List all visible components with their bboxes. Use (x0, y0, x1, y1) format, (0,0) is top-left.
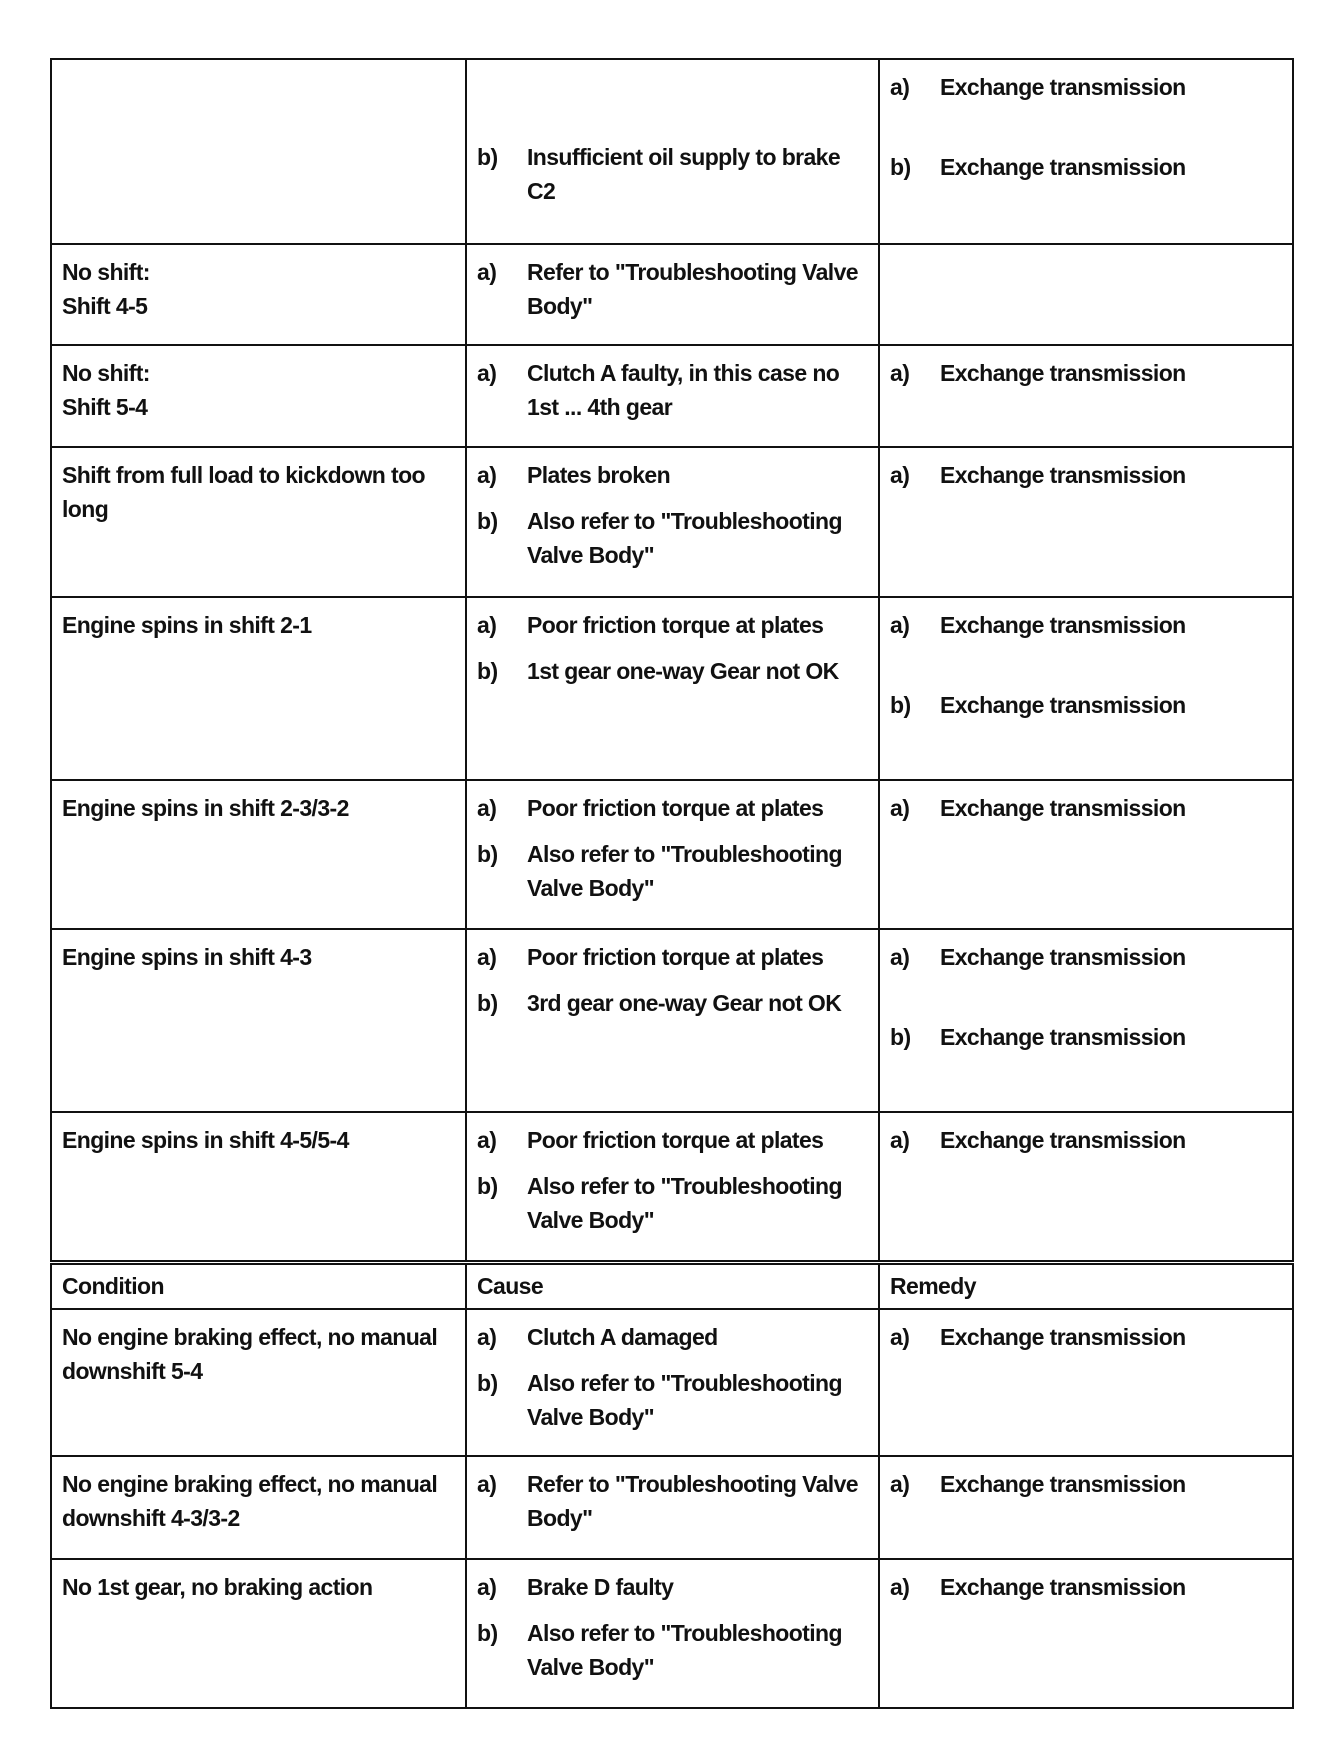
item-text: Exchange transmission (940, 1024, 1186, 1050)
cause-item (477, 458, 870, 492)
remedy-item (890, 1123, 1284, 1157)
cause-item (477, 1616, 870, 1684)
item-label: a) (890, 462, 910, 488)
remedy-cell (879, 1456, 1293, 1559)
item-text: Clutch A damaged (527, 1324, 718, 1350)
table-row (51, 345, 1293, 447)
item-label: b) (890, 692, 911, 718)
header-cause: Cause (466, 1264, 879, 1309)
item-text: Exchange transmission (940, 944, 1186, 970)
item-label: a) (477, 259, 497, 285)
cause-item (477, 1123, 870, 1157)
table-row (51, 59, 1293, 244)
condition-cell (51, 597, 466, 780)
cause-item (477, 504, 870, 572)
header-condition: Condition (51, 1264, 466, 1309)
condition-cell (51, 929, 466, 1112)
item-text: Poor friction torque at plates (527, 944, 824, 970)
item-label: a) (477, 944, 497, 970)
table-row (51, 1456, 1293, 1559)
item-label: b) (477, 144, 498, 170)
item-label: a) (890, 1471, 910, 1497)
item-text: Exchange transmission (940, 360, 1186, 386)
condition-line: Engine spins in shift 2-1 (62, 612, 312, 638)
condition-cell (51, 1559, 466, 1708)
cause-cell (466, 929, 879, 1112)
item-label: a) (890, 795, 910, 821)
remedy-cell (879, 597, 1293, 780)
item-text: Exchange transmission (940, 462, 1186, 488)
item-label: a) (477, 1574, 497, 1600)
item-text: 1st gear one-way Gear not OK (527, 658, 839, 684)
condition-line: Engine spins in shift 4-5/5-4 (62, 1127, 349, 1153)
item-text: Clutch A faulty, in this case no 1st ... 4th gear (527, 360, 840, 420)
cause-cell (466, 1112, 879, 1261)
item-label: b) (890, 1024, 911, 1050)
cause-item (477, 140, 870, 208)
item-label: b) (477, 508, 498, 534)
cause-item (477, 1467, 870, 1535)
item-text: Poor friction torque at plates (527, 612, 824, 638)
item-label: a) (477, 612, 497, 638)
remedy-cell (879, 447, 1293, 597)
cause-cell (466, 1559, 879, 1708)
cause-item (477, 837, 870, 905)
remedy-cell (879, 1309, 1293, 1456)
item-text: Also refer to "Troubleshooting Valve Body" (527, 1173, 842, 1233)
item-label: a) (477, 1471, 497, 1497)
item-label: a) (477, 1324, 497, 1350)
condition-line: No engine braking effect, no manual downshift 5-4 (62, 1324, 438, 1384)
cause-item (477, 940, 870, 974)
item-label: a) (890, 1324, 910, 1350)
table-row (51, 780, 1293, 929)
table-row (51, 1309, 1293, 1456)
condition-cell (51, 780, 466, 929)
item-text: Exchange transmission (940, 74, 1186, 100)
item-text: Also refer to "Troubleshooting Valve Body" (527, 1620, 842, 1680)
remedy-item (890, 1570, 1284, 1604)
cause-item (477, 356, 870, 424)
cause-item (477, 654, 870, 688)
condition-line: Shift 5-4 (62, 394, 148, 420)
condition-line: Engine spins in shift 2-3/3-2 (62, 795, 349, 821)
condition-cell (51, 244, 466, 345)
cause-item (477, 1366, 870, 1434)
remedy-cell (879, 929, 1293, 1112)
item-label: b) (477, 1173, 498, 1199)
item-label: a) (890, 944, 910, 970)
condition-cell (51, 1112, 466, 1261)
table-row (51, 244, 1293, 345)
cause-item (477, 255, 870, 323)
cause-item (477, 791, 870, 825)
item-label: a) (890, 74, 910, 100)
item-text: Poor friction torque at plates (527, 1127, 824, 1153)
cause-item (477, 1570, 870, 1604)
item-label: a) (477, 795, 497, 821)
remedy-item (890, 150, 1284, 184)
table-row (51, 929, 1293, 1112)
remedy-cell (879, 345, 1293, 447)
item-label: b) (477, 990, 498, 1016)
remedy-item (890, 356, 1284, 390)
condition-cell (51, 59, 466, 244)
cause-cell (466, 59, 879, 244)
item-label: a) (890, 612, 910, 638)
item-text: Exchange transmission (940, 1574, 1186, 1600)
item-text: Exchange transmission (940, 154, 1186, 180)
item-text: Exchange transmission (940, 692, 1186, 718)
table-row (51, 1559, 1293, 1708)
item-label: a) (890, 1127, 910, 1153)
item-text: Exchange transmission (940, 1324, 1186, 1350)
remedy-cell (879, 59, 1293, 244)
cause-item (477, 608, 870, 642)
item-text: Exchange transmission (940, 1471, 1186, 1497)
remedy-item (890, 458, 1284, 492)
item-text: Brake D faulty (527, 1574, 674, 1600)
item-text: Also refer to "Troubleshooting Valve Body" (527, 508, 842, 568)
condition-line: No engine braking effect, no manual downshift 4-3/3-2 (62, 1471, 438, 1531)
condition-line: No shift: (62, 259, 150, 285)
table-header-row (51, 1264, 1293, 1309)
item-text: Refer to "Troubleshooting Valve Body" (527, 259, 858, 319)
table-row (51, 597, 1293, 780)
cause-cell (466, 447, 879, 597)
item-label: b) (477, 658, 498, 684)
remedy-item (890, 1320, 1284, 1354)
item-text: Exchange transmission (940, 795, 1186, 821)
cause-cell (466, 597, 879, 780)
cause-cell (466, 244, 879, 345)
cause-item (477, 1320, 870, 1354)
item-label: b) (890, 154, 911, 180)
item-label: a) (477, 462, 497, 488)
item-text: Refer to "Troubleshooting Valve Body" (527, 1471, 858, 1531)
cause-item (477, 1169, 870, 1237)
cause-item (477, 986, 870, 1020)
remedy-item (890, 608, 1284, 642)
cause-cell (466, 780, 879, 929)
table-row (51, 1112, 1293, 1261)
item-label: a) (890, 360, 910, 386)
remedy-item (890, 1020, 1284, 1054)
remedy-cell (879, 780, 1293, 929)
item-label: a) (477, 1127, 497, 1153)
item-text: Also refer to "Troubleshooting Valve Body" (527, 841, 842, 901)
remedy-item (890, 1467, 1284, 1501)
condition-line: No 1st gear, no braking action (62, 1574, 373, 1600)
item-label: b) (477, 1370, 498, 1396)
item-label: b) (477, 1620, 498, 1646)
cause-cell (466, 1309, 879, 1456)
remedy-cell (879, 244, 1293, 345)
troubleshooting-table-continued (50, 58, 1294, 1262)
cause-cell (466, 1456, 879, 1559)
item-text: Exchange transmission (940, 612, 1186, 638)
cause-cell (466, 345, 879, 447)
condition-cell (51, 1456, 466, 1559)
item-text: 3rd gear one-way Gear not OK (527, 990, 842, 1016)
item-text: Plates broken (527, 462, 671, 488)
item-label: b) (477, 841, 498, 867)
remedy-cell (879, 1559, 1293, 1708)
condition-line: Engine spins in shift 4-3 (62, 944, 312, 970)
remedy-item (890, 688, 1284, 722)
item-text: Poor friction torque at plates (527, 795, 824, 821)
item-label: a) (477, 360, 497, 386)
remedy-item (890, 70, 1284, 104)
condition-line: Shift from full load to kickdown too long (62, 462, 425, 522)
remedy-cell (879, 1112, 1293, 1261)
item-text: Insufficient oil supply to brake C2 (527, 144, 841, 204)
condition-line: Shift 4-5 (62, 293, 148, 319)
item-text: Also refer to "Troubleshooting Valve Body" (527, 1370, 842, 1430)
header-remedy: Remedy (879, 1264, 1293, 1309)
condition-cell (51, 1309, 466, 1456)
condition-cell (51, 345, 466, 447)
item-text: Exchange transmission (940, 1127, 1186, 1153)
table-row (51, 447, 1293, 597)
troubleshooting-table (50, 1263, 1294, 1709)
condition-cell (51, 447, 466, 597)
item-label: a) (890, 1574, 910, 1600)
remedy-item (890, 940, 1284, 974)
condition-line: No shift: (62, 360, 150, 386)
remedy-item (890, 791, 1284, 825)
